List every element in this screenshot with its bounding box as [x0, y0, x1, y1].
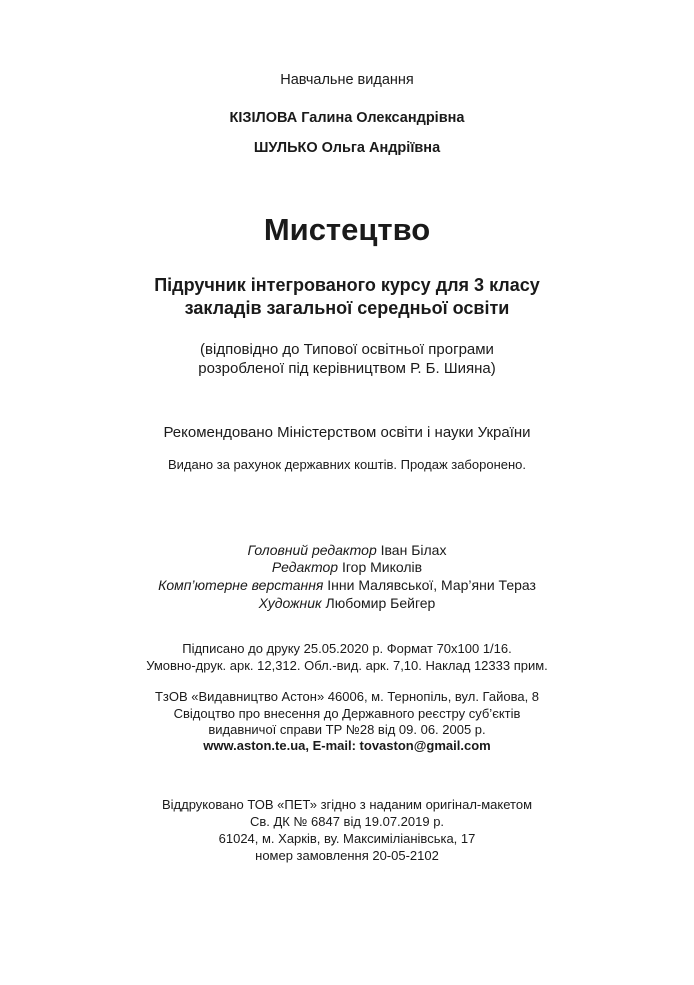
publisher-certificate-line-1: Свідоцтво про внесення до Державного реєстру суб’єктів	[173, 706, 521, 721]
publisher-certificate-line-2: видавничої справи ТР №28 від 09. 06. 2005 р.	[208, 722, 486, 737]
book-title: Мистецтво	[263, 212, 431, 247]
program-note-line-1: (відповідно до Типової освітньої програми	[200, 341, 494, 358]
credit-role: Художник	[258, 595, 322, 611]
credit-name: Ігор Миколів	[338, 559, 423, 575]
credit-chief-editor	[0, 542, 694, 558]
credit-role: Головний редактор	[247, 542, 377, 558]
print-info-line-1: Підписано до друку 25.05.2020 р. Формат 70х100 1/16.	[182, 641, 512, 656]
printer-line-1: Віддруковано ТОВ «ПЕТ» згідно з наданим оригінал-макетом	[161, 797, 533, 812]
edition-type: Навчальне видання	[280, 72, 414, 88]
credit-name: Іван Білах	[376, 542, 447, 558]
printer-line-4: номер замовлення 20-05-2102	[255, 848, 439, 863]
printer-line-2: Св. ДК № 6847 від 19.07.2019 р.	[249, 814, 445, 829]
print-info-line-2: Умовно-друк. арк. 12,312. Обл.-вид. арк. 7,10. Наклад 12333 прим.	[146, 658, 548, 673]
publisher-contacts: www.aston.te.ua, E-mail: tovaston@gmail.com	[203, 738, 491, 753]
recommendation-note: Рекомендовано Міністерством освіти і науки України	[163, 424, 531, 441]
subtitle-line-1: Підручник інтегрованого курсу для 3 класу	[154, 275, 540, 295]
credit-name: Любомир Бейгер	[321, 595, 436, 611]
author-1: КІЗІЛОВА Галина Олександрівна	[229, 110, 465, 126]
credit-role: Редактор	[271, 559, 339, 575]
credit-editor	[0, 559, 694, 575]
subtitle-line-2: закладів загальної середньої освіти	[184, 298, 510, 318]
credit-layout	[0, 577, 694, 593]
credit-artist	[0, 595, 694, 611]
author-2: ШУЛЬКО Ольга Андріївна	[253, 140, 441, 156]
credit-name: Інни Малявської, Мар’яни Тераз	[323, 577, 536, 593]
printer-line-3: 61024, м. Харків, ву. Максиміліанівська, 17	[218, 831, 476, 846]
program-note-line-2: розробленої під керівництвом Р. Б. Шияна)	[198, 360, 496, 377]
publisher-address: ТзОВ «Видавництво Астон» 46006, м. Тернопіль, вул. Гайова, 8	[154, 689, 540, 704]
funding-note: Видано за рахунок державних коштів. Продаж заборонено.	[167, 457, 527, 472]
credit-role: Комп’ютерне верстання	[158, 577, 324, 593]
